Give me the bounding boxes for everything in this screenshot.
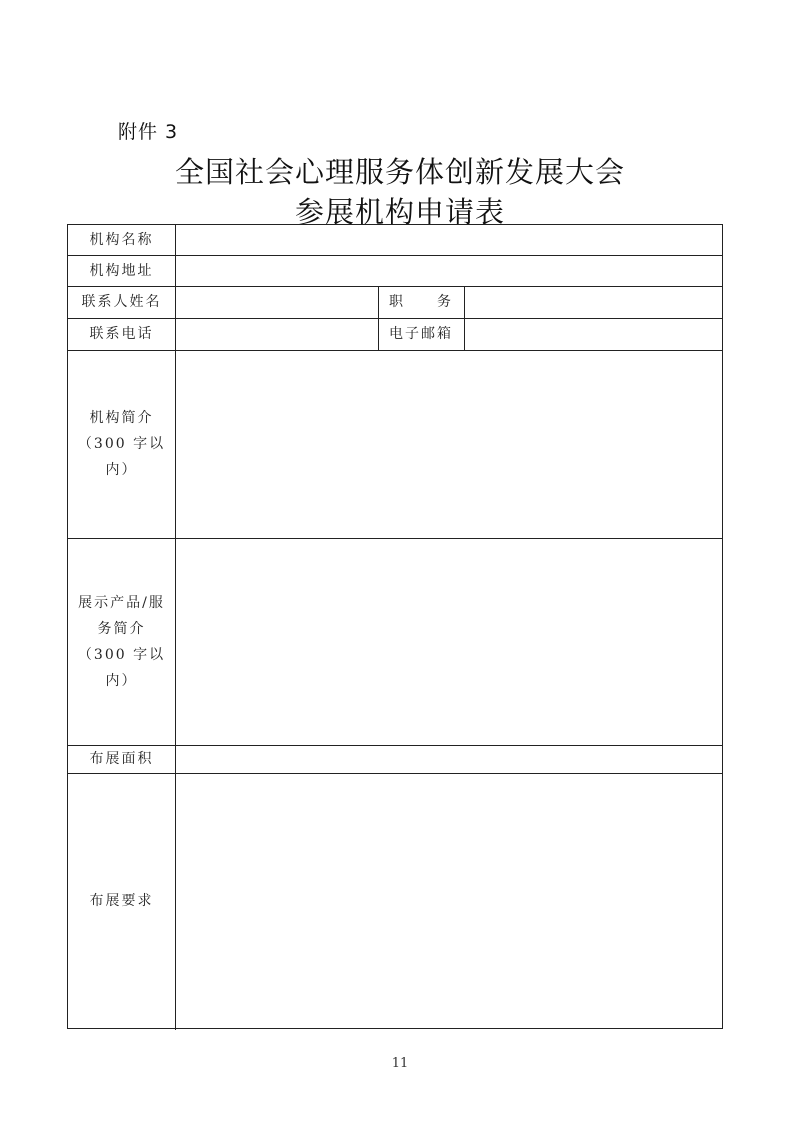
application-form-table [67,224,723,1029]
contact-name-field[interactable] [176,287,378,318]
product-intro-label-line: 内） [105,672,138,689]
booth-requirements-field[interactable] [176,774,722,1028]
product-intro-label-line: （300 字以 [77,646,166,663]
org-intro-label-line: 内） [105,462,138,478]
org-address-label: 机构地址 [89,262,154,279]
email-field[interactable] [465,319,722,350]
org-name-label: 机构名称 [89,232,154,248]
product-intro-label-line: 展示产品/服 [78,594,165,611]
phone-field[interactable] [176,319,378,350]
org-intro-label-line: （300 字以 [77,436,166,452]
page-number: 11 [391,1056,409,1071]
org-intro-label [68,350,175,538]
booth-area-label: 布展面积 [89,751,154,767]
position-label: 职 务 [389,294,453,310]
product-intro-field[interactable] [176,539,722,745]
form-subtitle: 参展机构申请表 [294,195,505,229]
org-address-field[interactable] [176,256,722,286]
product-intro-label-line: 务简介 [97,620,146,637]
org-name-field[interactable] [176,226,722,255]
position-field[interactable] [465,287,722,318]
org-intro-field[interactable] [176,351,722,538]
email-label: 电子邮箱 [389,326,453,342]
booth-area-field[interactable] [176,746,722,773]
contact-name-label: 联系人姓名 [81,294,162,310]
org-intro-label-line: 机构简介 [89,410,154,426]
phone-label: 联系电话 [89,326,154,342]
product-intro-label [68,538,175,745]
booth-requirements-label: 布展要求 [89,892,154,909]
attachment-label: 附件 3 [118,121,179,143]
form-title: 全国社会心理服务体创新发展大会 [174,155,625,189]
